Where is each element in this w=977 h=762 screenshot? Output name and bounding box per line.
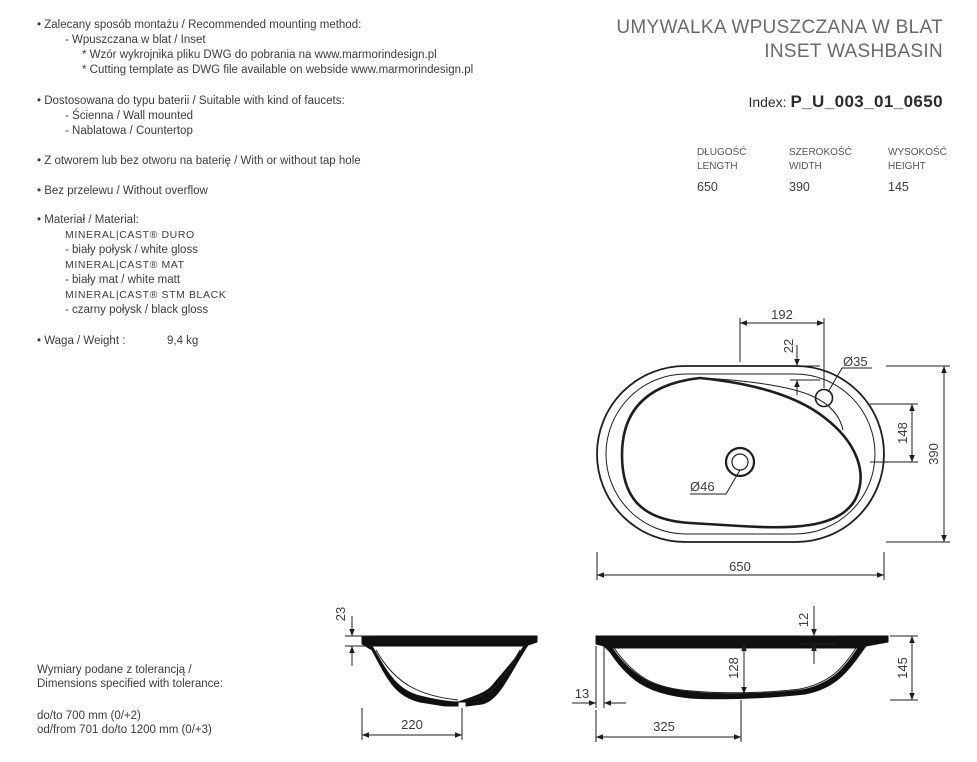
material-mat-desc: - biały mat / white matt bbox=[65, 274, 181, 286]
dim-width-label: 390 bbox=[926, 443, 941, 465]
dimension-width-pl: SZEROKOŚĆ bbox=[789, 147, 852, 158]
dimension-height-en: HEIGHT bbox=[888, 161, 926, 172]
section-left-solid bbox=[362, 636, 537, 706]
dim-right-rim-label: 12 bbox=[796, 612, 811, 628]
dim-left-rim-label: 23 bbox=[333, 606, 348, 622]
tolerance-line-en: Dimensions specified with tolerance: bbox=[37, 678, 224, 690]
spec-overflow-label: • Bez przelewu / Without overflow bbox=[37, 184, 208, 199]
side-right-dimensions bbox=[572, 606, 918, 742]
dim-drain-label: Ø46 bbox=[690, 479, 715, 494]
dim-depth-label: 128 bbox=[726, 657, 741, 679]
tolerance-up-to-700: do/to 700 mm (0/+2) bbox=[37, 710, 141, 722]
dim-drain-offset-label: 148 bbox=[895, 422, 910, 444]
spec-mounting-note-pl: * Wzór wykrojnika pliku DWG do pobrania na www.marmorindesign.pl bbox=[82, 49, 437, 61]
material-duro-desc: - biały połysk / white gloss bbox=[65, 244, 198, 256]
section-right-solid bbox=[596, 636, 888, 699]
tolerance-701-to-1200: od/from 701 do/to 1200 mm (0/+3) bbox=[37, 724, 212, 736]
top-view-drawing bbox=[597, 366, 884, 542]
drain-hole-outer bbox=[726, 448, 754, 476]
dim-length-label: 650 bbox=[729, 559, 751, 574]
dimension-width-value: 390 bbox=[789, 180, 810, 194]
index-code: P_U_003_01_0650 bbox=[790, 92, 943, 111]
dim-half-width-label: 220 bbox=[401, 717, 423, 732]
side-right-labels bbox=[575, 613, 910, 734]
dim-tap-edge-label: 22 bbox=[781, 338, 796, 354]
product-title-en: INSET WASHBASIN bbox=[764, 41, 943, 62]
tap-hole bbox=[816, 390, 833, 407]
drain-hole-inner bbox=[732, 454, 748, 470]
spec-mounting-note-en: * Cutting template as DWG file available on webside www.marmorindesign.pl bbox=[82, 64, 474, 76]
spec-mounting-inset: - Wpuszczana w blat / Inset bbox=[65, 34, 206, 46]
material-stm-black-desc: - czarny połysk / black gloss bbox=[65, 304, 209, 316]
basin-bowl-outline bbox=[622, 378, 861, 527]
dimension-height-pl: WYSOKOŚĆ bbox=[888, 147, 947, 158]
spec-faucet-countertop: - Nablatowa / Countertop bbox=[65, 125, 193, 137]
dim-half-length-label: 325 bbox=[653, 719, 675, 734]
side-section-left bbox=[362, 636, 537, 706]
product-title-pl: UMYWALKA WPUSZCZANA W BLAT bbox=[616, 17, 943, 38]
material-duro: MINERAL|CAST® DURO bbox=[65, 229, 195, 241]
dimension-length-value: 650 bbox=[697, 180, 718, 194]
dimension-height-value: 145 bbox=[888, 180, 909, 194]
top-view-dimensions bbox=[597, 318, 950, 580]
spec-taphole-label: • Z otworem lub bez otworu na baterię / With or without tap hole bbox=[37, 154, 361, 169]
tolerance-line-pl: Wymiary podane z tolerancją / bbox=[37, 664, 192, 676]
side-left-labels bbox=[333, 607, 423, 732]
dim-height-label: 145 bbox=[895, 657, 910, 679]
spec-weight-value: 9,4 kg bbox=[167, 335, 199, 347]
spec-faucet-label: • Dostosowana do typu baterii / Suitable with kind of faucets: bbox=[37, 94, 345, 109]
dimension-length-pl: DŁUGOŚĆ bbox=[697, 147, 747, 158]
dim-lip-label: 13 bbox=[574, 686, 590, 701]
dim-tap-hole-label: Ø35 bbox=[843, 354, 868, 369]
dimension-width-en: WIDTH bbox=[789, 161, 822, 172]
side-section-right bbox=[596, 636, 888, 699]
spec-faucet-wall: - Ścienna / Wall mounted bbox=[65, 110, 194, 122]
index-label: Index: bbox=[748, 94, 787, 110]
material-mat: MINERAL|CAST® MAT bbox=[65, 259, 185, 271]
material-stm-black: MINERAL|CAST® STM BLACK bbox=[65, 289, 227, 301]
dim-tap-offset-label: 192 bbox=[771, 307, 793, 322]
basin-deck-edge bbox=[700, 378, 843, 430]
spec-mounting-label: • Zalecany sposób montażu / Recommended mounting method: bbox=[37, 18, 473, 33]
dimension-length-en: LENGTH bbox=[697, 161, 738, 172]
spec-material-label: • Materiał / Material: bbox=[37, 213, 226, 228]
spec-weight-label: • Waga / Weight : bbox=[37, 334, 337, 349]
